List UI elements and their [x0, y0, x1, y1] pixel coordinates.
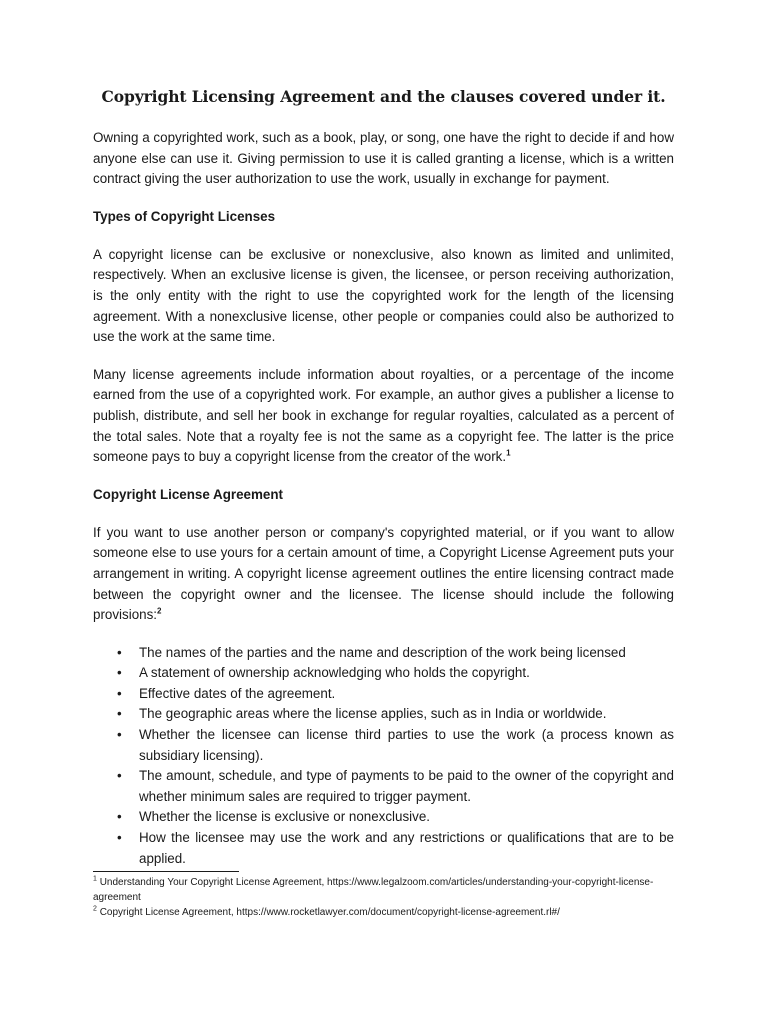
bullet-icon: •	[117, 830, 122, 846]
list-item: • The geographic areas where the license applies, such as in India or worldwide.	[139, 704, 674, 725]
document-title: Copyright Licensing Agreement and the clauses covered under it.	[101, 87, 666, 106]
list-item: • The names of the parties and the name and description of the work being licensed	[139, 643, 674, 664]
list-item: • How the licensee may use the work and any restrictions or qualifications that are to be applied.	[117, 830, 674, 866]
footnote-1-number: 1	[93, 875, 97, 883]
list-item: • A statement of ownership acknowledging who holds the copyright.	[139, 663, 674, 684]
list-item: • Effective dates of the agreement.	[139, 684, 674, 705]
footnote-2-number: 2	[93, 905, 97, 913]
bullet-icon: •	[117, 768, 122, 784]
agreement-paragraph-text: If you want to use another person or company's copyrighted material, or if you want to allow someone else to use yours for a certain amount of time, a Copyright License Agreement puts your arrangement in writing. A copyright license agreement outlines the entire licensing contract made between the copyright owner and the licensee. The license should include the following provisions:	[93, 524, 674, 623]
agreement-paragraph	[93, 523, 674, 626]
footnote-ref-2: 2	[157, 606, 162, 616]
footnote-1-text: Understanding Your Copyright License Agreement, https://www.legalzoom.com/articles/understanding-your-copyright-license-agreement	[93, 877, 654, 904]
list-item: • The amount, schedule, and type of payments to be paid to the owner of the copyright and whether minimum sales are required to trigger payment.	[117, 768, 674, 804]
bullet-icon: •	[117, 644, 122, 660]
section-heading-types: Types of Copyright Licenses	[93, 208, 276, 224]
footnote-1	[93, 875, 674, 905]
types-paragraph-1: A copyright license can be exclusive or nonexclusive, also known as limited and unlimited, respectively. When an exclusive license is given, the licensee, or person receiving authorization, is the only entity with the right to use the copyrighted work for the length of the licensing agreement. With a nonexclusive license, other people or companies could also be authorized to use the work at the same time.	[93, 246, 674, 345]
bullet-icon: •	[117, 685, 122, 701]
footnote-divider	[93, 871, 239, 872]
footnote-ref-1: 1	[506, 448, 511, 458]
bullet-icon: •	[117, 809, 122, 825]
intro-paragraph: Owning a copyrighted work, such as a book, play, or song, one have the right to decide if and how anyone else can use it. Giving permission to use it is called granting a license, which is a written contract giving the user authorization to use the work, usually in exchange for payment.	[93, 130, 674, 187]
provisions-list	[93, 643, 674, 870]
footnote-2-text: Copyright License Agreement, https://www.rocketlawyer.com/document/copyright-license-agreement.rl#/	[99, 907, 560, 919]
bullet-icon: •	[117, 665, 122, 681]
types-paragraph-2-text: Many license agreements include information about royalties, or a percentage of the income earned from the use of a copyrighted work. For example, an author gives a publisher a license to publish, distribute, and sell her book in exchange for regular royalties, calculated as a percent of the total sales. Note that a royalty fee is not the same as a copyright fee. The latter is the price someone pays to buy a copyright license from the creator of the work.	[93, 366, 674, 465]
bullet-icon: •	[117, 706, 122, 722]
types-paragraph-2	[93, 365, 674, 468]
bullet-icon: •	[117, 727, 122, 743]
list-item: • Whether the license is exclusive or nonexclusive.	[139, 807, 674, 828]
section-heading-agreement: Copyright License Agreement	[93, 486, 283, 502]
list-item: • Whether the licensee can license third parties to use the work (a process known as subsidiary licensing).	[117, 727, 674, 763]
footnote-2	[93, 905, 674, 920]
